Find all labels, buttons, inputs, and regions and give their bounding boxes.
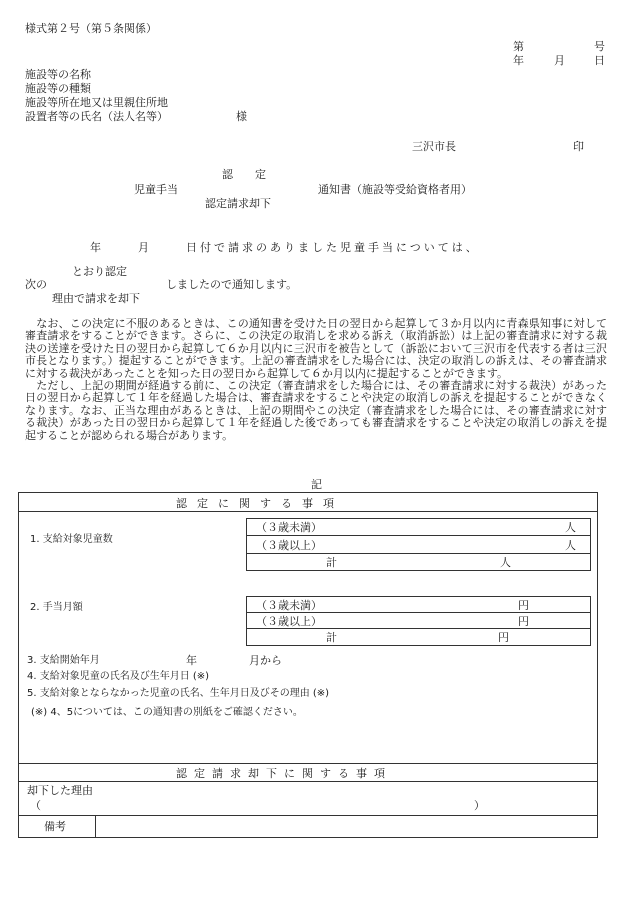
count-total-unit: 人 [500, 556, 511, 569]
honorific: 様 [236, 110, 247, 123]
facility-address-label: 施設等所在地又は里親住所地 [25, 96, 168, 109]
divider [246, 535, 591, 536]
appeal-paragraph-2: ただし、上記の期間が経過する前に、この決定（審査請求をした場合には、その審査請求に対する裁決）があった日の翌日から起算して１年を経過した場合は、審査請求をすることや決定の取消しの訴えを提起することができなくなります。なお、正当な理由があるときは、上記の期間やこの決定（審査請求をした場合には、その審査請求に対する裁決）があった日の翌日から起算して１年を経過した後であっても審査請求をすることや決定の取消しの訴えを提起することが認められる場合があります。 [25, 379, 607, 442]
item3-year: 年 [186, 654, 197, 667]
count-over3-label: （３歳以上） [256, 539, 322, 552]
divider [246, 612, 591, 613]
divider [18, 815, 598, 816]
issuer-title: 三沢市長 [412, 140, 456, 153]
rejection-heading: 認定請求却下に関する事項 [176, 767, 392, 780]
allowance-under3-label: （３歳未満） [256, 599, 322, 612]
line-notify: しましたので通知します。 [166, 278, 298, 291]
allowance-under3-unit: 円 [518, 599, 529, 612]
title-option-approval: 認 定 [222, 168, 266, 181]
item5-label: 5. 支給対象とならなかった児童の氏名、生年月日及びその理由 (※) [27, 688, 330, 699]
reason-paren-open: （ [30, 799, 41, 812]
intro-year: 年 [90, 241, 101, 254]
issuer-seal: 印 [573, 140, 584, 153]
rejection-reason-label: 却下した理由 [27, 784, 93, 797]
divider [246, 628, 591, 629]
number-prefix: 第 [513, 40, 524, 53]
approval-heading: 認定に関する事項 [176, 497, 344, 510]
intro-month: 月 [138, 241, 149, 254]
divider [246, 553, 591, 554]
item1-label: 1. 支給対象児童数 [30, 534, 113, 545]
allowance-total-unit: 円 [498, 631, 509, 644]
date-day: 日 [594, 54, 605, 67]
item4-label: 4. 支給対象児童の氏名及び生年月日 (※) [27, 671, 210, 682]
intro-rest: 日付で請求のありました児童手当については、 [186, 241, 480, 254]
facility-name-label: 施設等の名称 [25, 68, 91, 81]
count-total-label: 計 [326, 556, 337, 569]
ki-label: 記 [311, 478, 322, 491]
divider [18, 763, 598, 764]
title-option-rejection: 認定請求却下 [205, 197, 271, 210]
remarks-label: 備考 [44, 820, 66, 833]
date-month: 月 [554, 54, 565, 67]
item-note: (※) 4、5については、この通知書の別紙をご確認ください。 [31, 707, 303, 718]
founder-name-label: 設置者等の氏名（法人名等） [25, 110, 168, 123]
line-next: 次の [25, 278, 47, 291]
item2-label: 2. 手当月額 [30, 602, 83, 613]
allowance-over3-unit: 円 [518, 615, 529, 628]
date-year: 年 [513, 54, 524, 67]
divider [18, 511, 598, 512]
facility-type-label: 施設等の種類 [25, 82, 91, 95]
divider [95, 815, 96, 838]
divider [18, 781, 598, 782]
allowance-total-label: 計 [326, 631, 337, 644]
number-suffix: 号 [594, 40, 605, 53]
title-right: 通知書（施設等受給資格者用） [318, 183, 472, 196]
count-under3-label: （３歳未満） [256, 521, 322, 534]
count-under3-unit: 人 [565, 521, 576, 534]
item3-label: 3. 支給開始年月 [27, 655, 100, 666]
option-reject: 理由で請求を却下 [52, 292, 140, 305]
title-left: 児童手当 [134, 183, 178, 196]
form-label: 様式第２号（第５条関係） [25, 22, 157, 35]
option-approve: とおり認定 [72, 265, 127, 278]
appeal-paragraph-1: なお、この決定に不服のあるときは、この通知書を受けた日の翌日から起算して３か月以内に青森県知事に対して審査請求をすることができます。さらに、この決定の取消しを求める訴え（取消訴訟）は上記の審査請求に対する裁決の送達を受けた日の翌日から起算して６か月以内に三沢市を被告として（訴訟において三沢市を代表する者は三沢市長となります。）提起することができます。上記の審査請求をした場合には、決定の取消しの訴えは、その審査請求に対する裁決があったことを知った日の翌日から起算して６か月以内に提起することができます。 [25, 317, 607, 380]
count-over3-unit: 人 [565, 539, 576, 552]
item3-month: 月から [249, 654, 282, 667]
allowance-over3-label: （３歳以上） [256, 615, 322, 628]
reason-paren-close: ） [474, 799, 485, 812]
